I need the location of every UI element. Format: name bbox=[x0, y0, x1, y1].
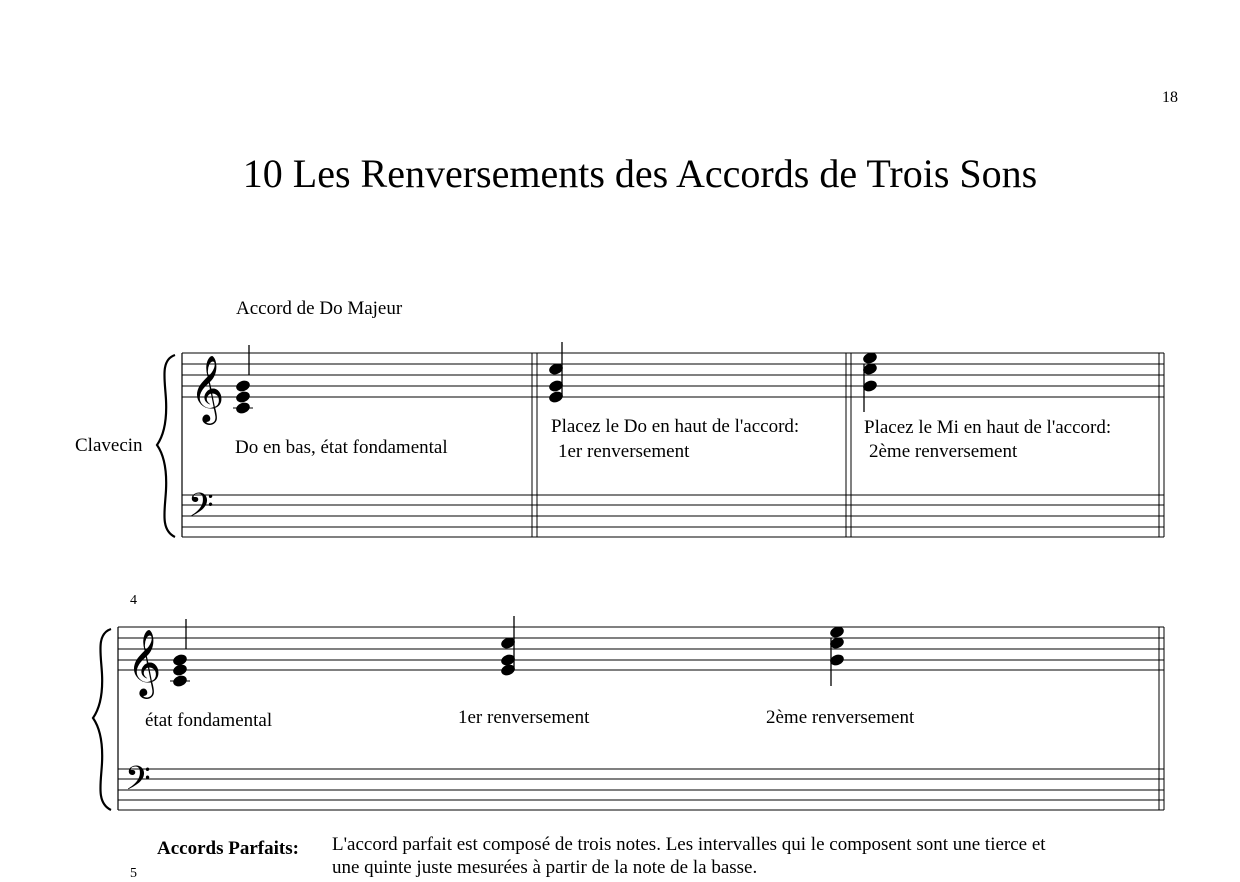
chord-second-inversion-1 bbox=[862, 351, 877, 412]
treble-staff-2 bbox=[118, 627, 1164, 670]
bass-clef-icon: 𝄢 bbox=[188, 487, 214, 533]
bass-clef-icon: 𝄢 bbox=[125, 760, 151, 806]
footer-text-line-1: L'accord parfait est composé de trois notes. Les intervalles qui le composent sont une tierce et bbox=[332, 834, 1046, 855]
annotation-instruction-1: Placez le Do en haut de l'accord: bbox=[551, 416, 800, 437]
bass-staff-1 bbox=[182, 495, 1164, 537]
grand-staff-brace bbox=[157, 355, 175, 537]
double-barline bbox=[1159, 353, 1164, 537]
treble-clef-icon: 𝄞 bbox=[190, 354, 225, 422]
page-number: 18 bbox=[1162, 89, 1178, 106]
chord-root-2 bbox=[170, 619, 190, 688]
measure-number: 4 bbox=[130, 593, 137, 608]
note-head bbox=[235, 390, 250, 403]
annotation-second-inversion: 2ème renversement bbox=[869, 441, 1018, 462]
annotation-instruction-2: Placez le Mi en haut de l'accord: bbox=[864, 417, 1112, 438]
instrument-name: Clavecin bbox=[75, 435, 143, 456]
footer-heading: Accords Parfaits: bbox=[157, 838, 299, 859]
next-measure-number: 5 bbox=[130, 866, 137, 881]
annotation-first-inversion: 1er renversement bbox=[558, 441, 690, 462]
double-barline bbox=[532, 353, 537, 537]
double-barline bbox=[846, 353, 851, 537]
double-barline bbox=[1159, 627, 1164, 810]
chord-root-1 bbox=[233, 345, 253, 415]
grand-staff-brace bbox=[93, 629, 111, 810]
note-head bbox=[172, 663, 187, 676]
system-2 bbox=[93, 627, 1164, 810]
note-head bbox=[172, 653, 187, 666]
chord-first-inversion-1 bbox=[548, 342, 563, 404]
annotation-root-position-2: état fondamental bbox=[145, 710, 273, 731]
page-title: 10 Les Renversements des Accords de Trois Sons bbox=[242, 151, 1038, 196]
note-head bbox=[172, 674, 187, 687]
note-head bbox=[235, 379, 250, 392]
annotation-first-inversion-2: 1er renversement bbox=[458, 707, 590, 728]
annotation-root-position: Do en bas, état fondamental bbox=[235, 437, 448, 458]
note-head bbox=[235, 401, 250, 414]
system-1 bbox=[157, 353, 1164, 537]
chord-first-inversion-2 bbox=[500, 616, 515, 677]
tempo-marking: Accord de Do Majeur bbox=[236, 298, 403, 319]
annotation-second-inversion-2: 2ème renversement bbox=[766, 707, 915, 728]
treble-clef-icon: 𝄞 bbox=[127, 628, 162, 696]
chord-second-inversion-2 bbox=[829, 625, 844, 686]
bass-staff-2 bbox=[118, 769, 1164, 810]
treble-staff-1 bbox=[182, 353, 1164, 397]
footer-text-line-2: une quinte juste mesurées à partir de la note de la basse. bbox=[332, 857, 758, 878]
